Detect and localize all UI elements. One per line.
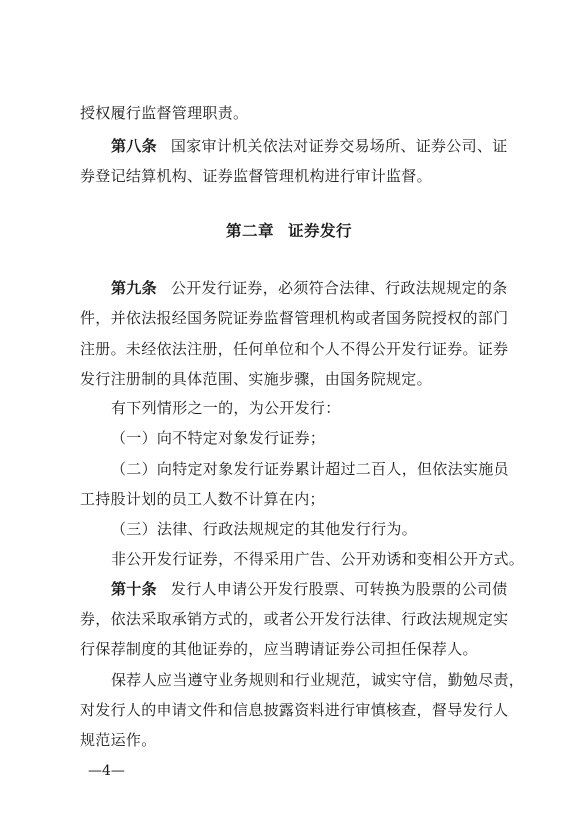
list-item-2-line-2 — [80, 489, 500, 509]
article-10-line-1 — [111, 579, 508, 599]
chapter-title: 证券发行 — [288, 222, 353, 240]
list-item-1 — [111, 428, 500, 448]
text-line: 发行人申请公开发行股票、可转换为股票的公司债 — [170, 580, 508, 598]
chapter-number: 第二章 — [225, 222, 274, 240]
article-9-line-4 — [80, 369, 500, 389]
text-line: 工持股计划的员工人数不计算在内； — [80, 490, 325, 508]
article-10-heading: 第十条 — [111, 580, 157, 598]
article-10-line-2 — [80, 609, 509, 629]
text-line: 国家审计机关依法对证券交易场所、证券公司、证 — [170, 137, 508, 155]
text-line: 行保荐制度的其他证券的，应当聘请证券公司担任保荐人。 — [80, 640, 478, 658]
page-number: —4— — [88, 763, 125, 779]
text-line: 授权履行监督管理职责。 — [80, 104, 249, 122]
article-9-line-3 — [80, 339, 509, 359]
text-line: 对发行人的申请文件和信息披露资料进行审慎核查，督导发行人 — [80, 701, 509, 719]
article-9-heading: 第九条 — [111, 279, 157, 297]
sponsor-line-1 — [111, 670, 525, 690]
article-10-line-3 — [80, 639, 500, 659]
text-line: 发行注册制的具体范围、实施步骤，由国务院规定。 — [80, 370, 432, 388]
text-line: 券登记结算机构、证券监督管理机构进行审计监督。 — [80, 167, 432, 185]
text-line: （一）向不特定对象发行证券； — [111, 429, 326, 447]
text-line: 有下列情形之一的，为公开发行： — [111, 399, 341, 417]
list-item-2-line-1 — [111, 459, 509, 479]
article-8-heading: 第八条 — [111, 137, 157, 155]
sponsor-line-2 — [80, 700, 509, 720]
text-line: 非公开发行证券，不得采用广告、公开劝诱和变相公开方式。 — [111, 550, 525, 568]
text-line: 件，并依法报经国务院证券监督管理机构或者国务院授权的部门 — [80, 309, 509, 327]
public-issue-intro — [111, 398, 500, 418]
text-line: 注册。未经依法注册，任何单位和个人不得公开发行证券。证券 — [80, 340, 509, 358]
article-9-line-1 — [111, 278, 508, 298]
text-line: （二）向特定对象发行证券累计超过二百人，但依法实施员 — [111, 460, 509, 478]
text-line: 公开发行证券，必须符合法律、行政法规规定的条 — [170, 279, 508, 297]
text-line: 券，依法采取承销方式的，或者公开发行法律、行政法规规定实 — [80, 610, 509, 628]
paragraph-continuation — [80, 103, 500, 123]
sponsor-line-3 — [80, 730, 500, 750]
list-item-3 — [111, 519, 500, 539]
article-8-line-2 — [80, 166, 500, 186]
text-line: （三）法律、行政法规规定的其他发行行为。 — [111, 520, 418, 538]
chapter-heading — [0, 221, 578, 241]
article-9-line-2 — [80, 308, 509, 328]
non-public-paragraph — [111, 549, 525, 569]
text-line: 保荐人应当遵守业务规则和行业规范，诚实守信，勤勉尽责， — [111, 671, 525, 689]
article-8-line-1 — [111, 136, 508, 156]
text-line: 规范运作。 — [80, 731, 157, 749]
